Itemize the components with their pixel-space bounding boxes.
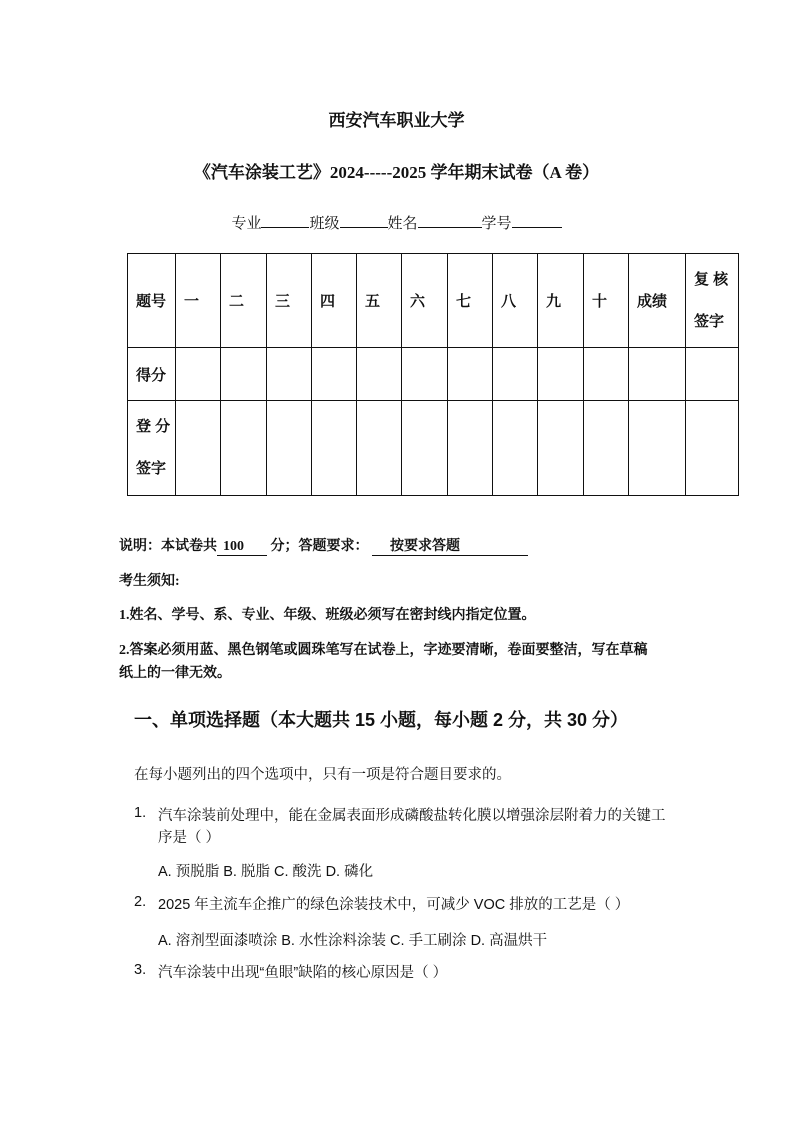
score-row xyxy=(128,348,739,401)
score-cell[interactable] xyxy=(176,348,221,401)
note-prefix: 说明：本试卷共 xyxy=(119,539,217,554)
signer-cell[interactable] xyxy=(493,401,538,496)
question-text: 2025 年主流车企推广的绿色涂装技术中，可减少 VOC 排放的工艺是（ ） xyxy=(158,897,630,913)
review-label-2: 签字 xyxy=(694,312,725,330)
major-label: 专业 xyxy=(231,215,262,232)
student-id-field[interactable] xyxy=(512,213,562,228)
question-2 xyxy=(134,894,694,916)
class-field[interactable] xyxy=(340,213,388,228)
score-cell[interactable] xyxy=(402,348,448,401)
score-cell[interactable] xyxy=(357,348,402,401)
score-cell[interactable] xyxy=(538,348,584,401)
score-cell[interactable] xyxy=(493,348,538,401)
question-number: 3. xyxy=(134,962,147,978)
signer-row xyxy=(128,401,739,496)
question-3 xyxy=(134,962,694,984)
name-field[interactable] xyxy=(418,213,482,228)
signer-cell[interactable] xyxy=(176,401,221,496)
student-id-label: 学号 xyxy=(481,215,512,232)
question-2-options: A. 溶剂型面漆喷涂 B. 水性涂料涂装 C. 手工刷涂 D. 高温烘干 xyxy=(158,933,548,949)
section-1-heading: 一、单项选择题（本大题共 15 小题，每小题 2 分，共 30 分） xyxy=(134,710,629,730)
score-cell[interactable] xyxy=(584,348,629,401)
signer-cell[interactable] xyxy=(402,401,448,496)
question-1-options: A. 预脱脂 B. 脱脂 C. 酸洗 D. 磷化 xyxy=(158,864,374,880)
score-cell[interactable] xyxy=(312,348,357,401)
notice-rule-1: 1.姓名、学号、系、专业、年级、班级必须写在密封线内指定位置。 xyxy=(119,608,536,623)
signer-label-1: 登 分 xyxy=(136,418,171,435)
student-info-fields xyxy=(0,212,793,233)
signer-cell[interactable] xyxy=(629,401,686,496)
signer-label-2: 签字 xyxy=(136,460,167,477)
score-cell[interactable] xyxy=(686,348,739,401)
row-label-question: 题号 xyxy=(128,254,176,348)
row-label-signer xyxy=(128,401,176,496)
exam-note xyxy=(119,535,528,556)
university-name: 西安汽车职业大学 xyxy=(328,111,465,130)
question-number: 1. xyxy=(134,805,147,821)
question-number-row xyxy=(128,254,739,348)
class-label: 班级 xyxy=(309,215,340,232)
question-1 xyxy=(134,805,694,849)
signer-cell[interactable] xyxy=(584,401,629,496)
col-header: 一 xyxy=(176,254,221,348)
score-cell[interactable] xyxy=(267,348,312,401)
notice-rule-2-line-2: 纸上的一律无效。 xyxy=(119,666,231,681)
signer-cell[interactable] xyxy=(686,401,739,496)
signer-cell[interactable] xyxy=(312,401,357,496)
col-header: 八 xyxy=(493,254,538,348)
notice-rule-2-line-1: 2.答案必须用蓝、黑色钢笔或圆珠笔写在试卷上，字迹要清晰，卷面要整洁，写在草稿 xyxy=(119,643,648,658)
section-1-intro: 在每小题列出的四个选项中，只有一项是符合题目要求的。 xyxy=(134,767,511,783)
review-label-1: 复 核 xyxy=(694,270,729,288)
col-header: 七 xyxy=(448,254,493,348)
signer-cell[interactable] xyxy=(448,401,493,496)
col-header: 五 xyxy=(357,254,402,348)
signer-cell[interactable] xyxy=(538,401,584,496)
score-cell[interactable] xyxy=(629,348,686,401)
col-header: 四 xyxy=(312,254,357,348)
answer-requirement-value: 按要求答题 xyxy=(372,535,528,556)
question-text: 汽车涂装中出现“鱼眼”缺陷的核心原因是（ ） xyxy=(158,965,448,981)
col-header: 十 xyxy=(584,254,629,348)
name-label: 姓名 xyxy=(387,215,418,232)
col-header: 六 xyxy=(402,254,448,348)
score-cell[interactable] xyxy=(221,348,267,401)
question-text: 汽车涂装前处理中，能在金属表面形成磷酸盐转化膜以增强涂层附着力的关键工序是（ ） xyxy=(158,808,666,846)
col-header: 九 xyxy=(538,254,584,348)
score-cell[interactable] xyxy=(448,348,493,401)
exam-title: 《汽车涂装工艺》2024-----2025 学年期末试卷（A 卷） xyxy=(193,163,600,182)
col-header: 三 xyxy=(267,254,312,348)
col-header-total: 成绩 xyxy=(629,254,686,348)
signer-cell[interactable] xyxy=(357,401,402,496)
question-number: 2. xyxy=(134,894,147,910)
row-label-score: 得分 xyxy=(128,348,176,401)
col-header: 二 xyxy=(221,254,267,348)
major-field[interactable] xyxy=(261,213,309,228)
total-score-value: 100 xyxy=(217,539,267,556)
signer-cell[interactable] xyxy=(221,401,267,496)
col-header-review xyxy=(686,254,739,348)
score-table xyxy=(127,253,739,496)
notice-title: 考生须知: xyxy=(119,574,180,589)
note-mid: 分；答题要求： xyxy=(270,539,369,554)
signer-cell[interactable] xyxy=(267,401,312,496)
